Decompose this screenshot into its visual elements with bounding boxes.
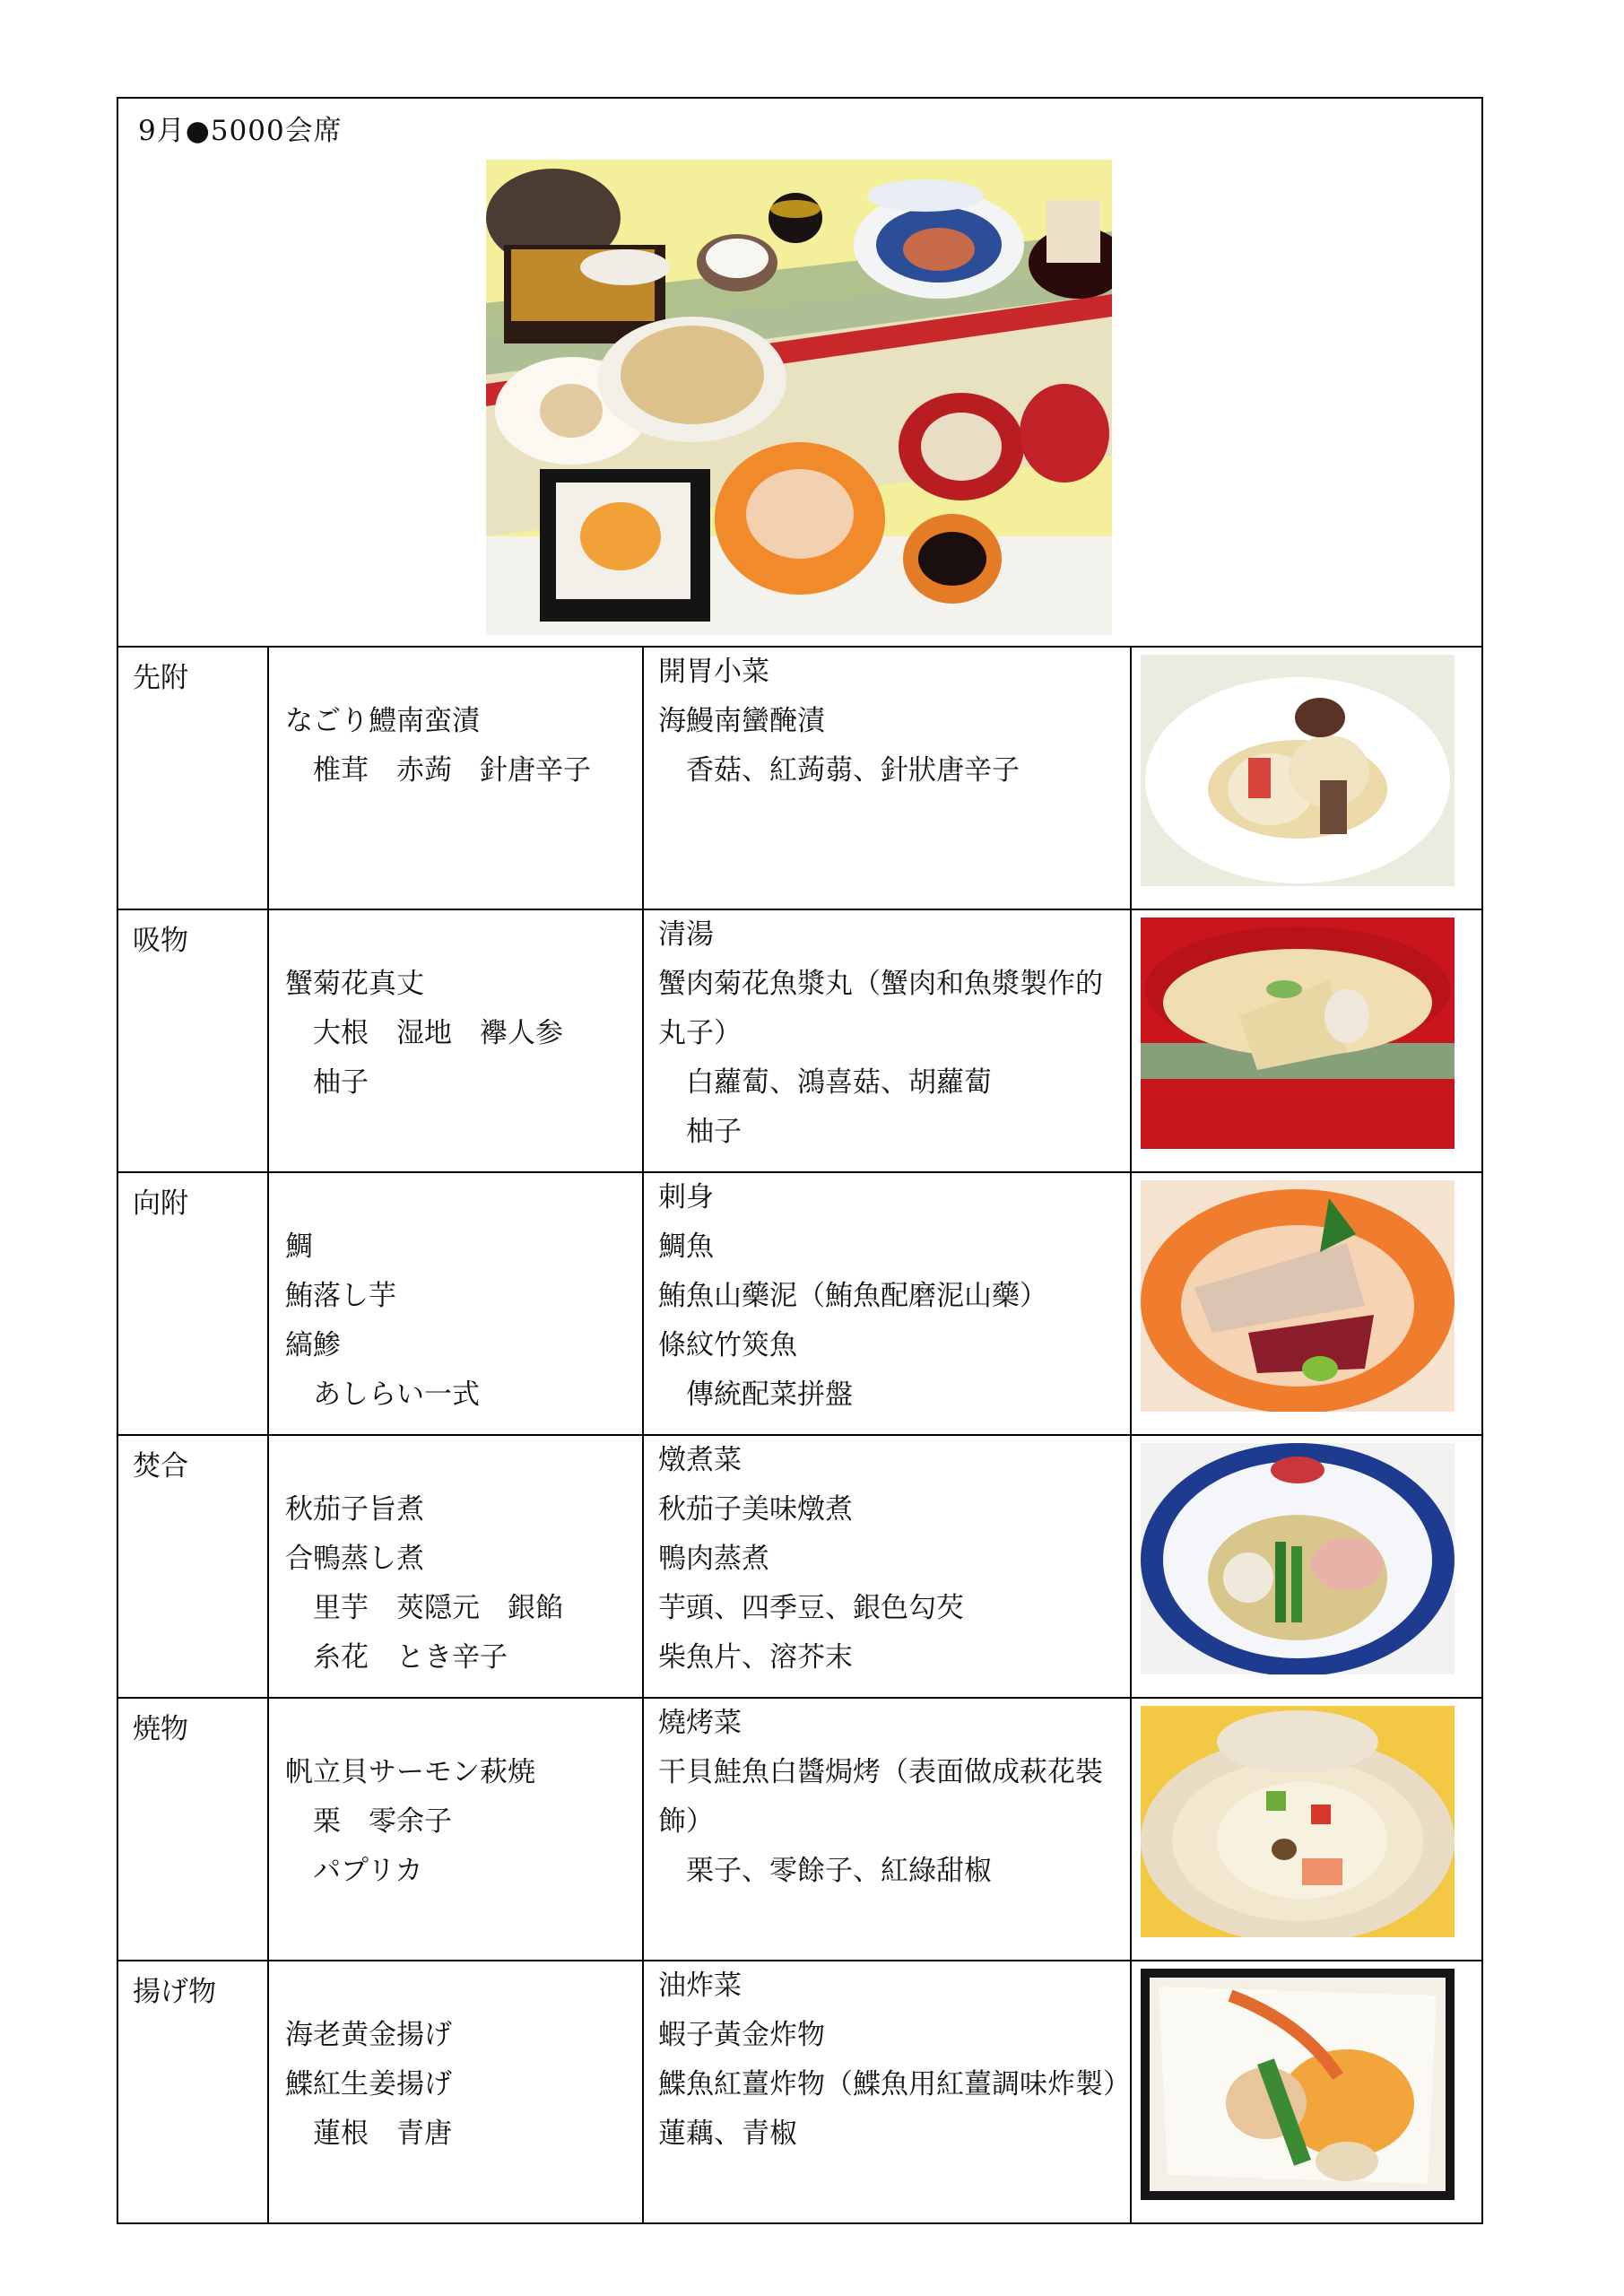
chinese-menu: 燉煮菜 秋茄子美味燉煮 鴨肉蒸煮 芋頭、四季豆、銀色勾芡 柴魚片、溶芥末 [643,1435,1131,1698]
course-row [117,1698,1482,1961]
takiawase-dish-photo [1141,1443,1455,1674]
course-category: 先附 [117,647,268,909]
yakimono-dish-photo [1141,1706,1455,1937]
japanese-menu: 帆立貝サーモン萩焼 栗 零余子 パプリカ [268,1698,643,1961]
agemono-dish-photo [1141,1969,1455,2200]
menu-title: 9月●5000会席 [138,115,343,147]
japanese-menu: 蟹菊花真丈 大根 湿地 襷人参 柚子 [268,909,643,1172]
header-cell [117,98,1482,647]
hero-photo [486,160,1112,635]
course-row [117,1435,1482,1698]
chinese-menu: 油炸菜 蝦子黃金炸物 鰈魚紅薑炸物（鰈魚用紅薑調味炸製） 蓮藕、青椒 [643,1961,1131,2223]
course-category: 吸物 [117,909,268,1172]
japanese-menu: 秋茄子旨煮 合鴨蒸し煮 里芋 莢隠元 銀餡 糸花 とき辛子 [268,1435,643,1698]
japanese-menu: なごり鱧南蛮漬 椎茸 赤蒟 針唐辛子 [268,647,643,909]
chinese-menu: 開胃小菜 海鰻南蠻醃漬 香菇、紅蒟蒻、針狀唐辛子 [643,647,1131,909]
course-category: 焚合 [117,1435,268,1698]
menu-table [117,97,1483,2224]
course-row [117,909,1482,1172]
course-row [117,1961,1482,2223]
course-category: 揚げ物 [117,1961,268,2223]
chinese-menu: 刺身 鯛魚 鮪魚山藥泥（鮪魚配磨泥山藥） 條紋竹筴魚 傳統配菜拼盤 [643,1172,1131,1435]
mukozuke-dish-photo [1141,1180,1455,1412]
chinese-menu: 清湯 蟹肉菊花魚漿丸（蟹肉和魚漿製作的丸子） 白蘿蔔、鴻喜菇、胡蘿蔔 柚子 [643,909,1131,1172]
japanese-menu: 鯛 鮪落し芋 縞鯵 あしらい一式 [268,1172,643,1435]
course-category: 向附 [117,1172,268,1435]
course-row [117,647,1482,909]
japanese-menu: 海老黄金揚げ 鰈紅生姜揚げ 蓮根 青唐 [268,1961,643,2223]
course-category: 焼物 [117,1698,268,1961]
course-row [117,1172,1482,1435]
suimono-dish-photo [1141,918,1455,1149]
sakizuke-dish-photo [1141,655,1455,886]
chinese-menu: 燒烤菜 干貝鮭魚白醬焗烤（表面做成萩花裝飾） 栗子、零餘子、紅綠甜椒 [643,1698,1131,1961]
menu-sheet [117,97,1481,2224]
